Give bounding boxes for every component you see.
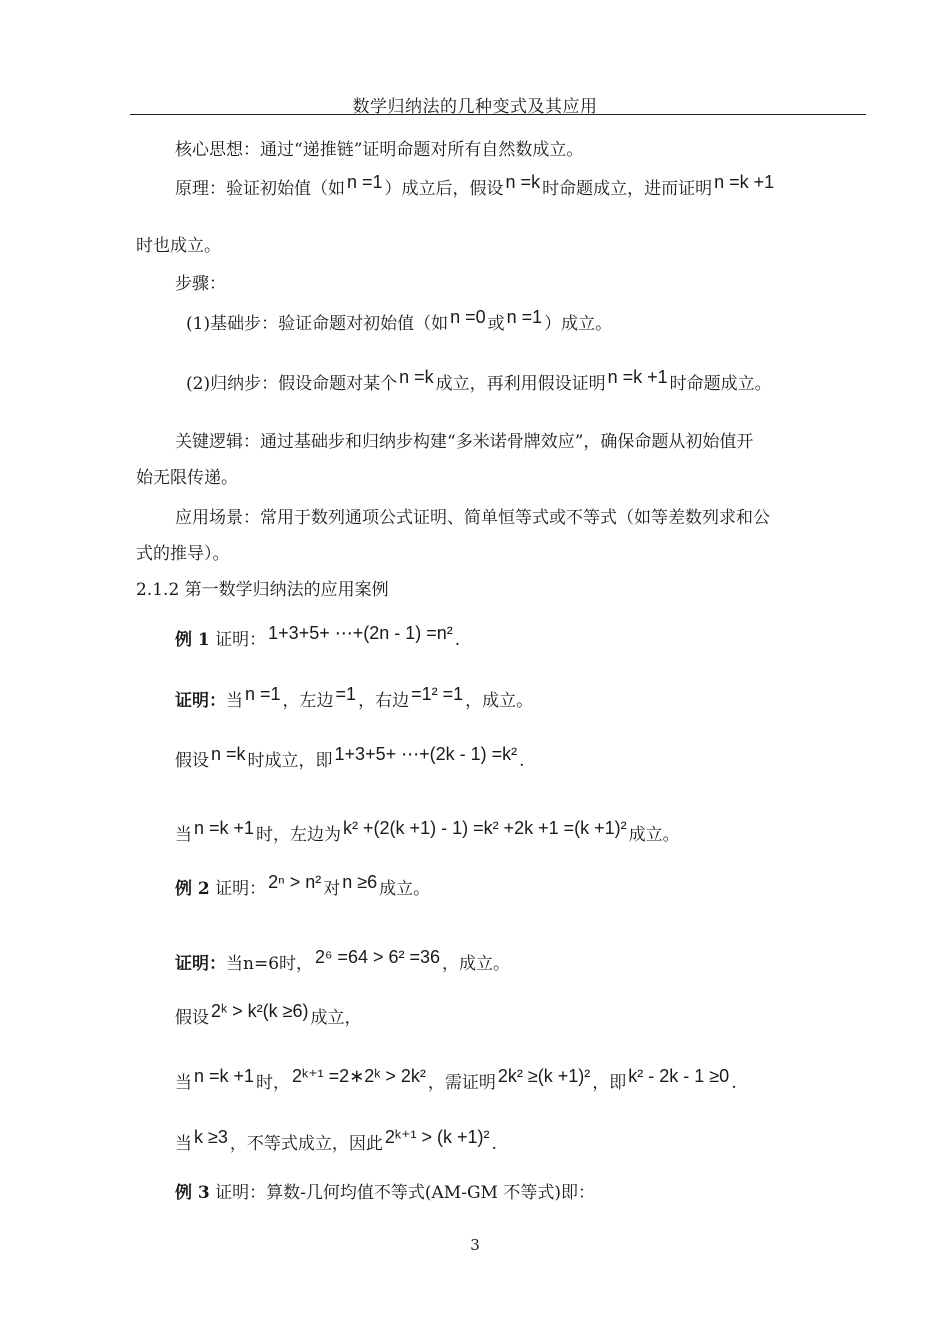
math-formula: n =1: [506, 307, 543, 327]
math-formula: k² +(2(k +1) - 1) =k² +2k +1 =(k +1)²: [343, 818, 627, 838]
text: 成立。: [379, 879, 431, 899]
text: 当: [175, 825, 192, 845]
example-label: 例 2: [175, 879, 210, 899]
text: 假设: [175, 1008, 209, 1028]
paragraph-scenario-2: 式的推导）。: [136, 544, 230, 564]
text: .: [731, 1073, 737, 1093]
example-label: 例 1: [175, 630, 210, 650]
math-formula: n =k: [211, 744, 246, 764]
math-formula: 2ᵏ⁺¹ =2∗2ᵏ > 2k²: [292, 1066, 426, 1086]
section-heading: 2.1.2 第一数学归纳法的应用案例: [136, 580, 389, 600]
math-formula: n =k +1: [714, 172, 775, 192]
paragraph-key-logic-2: 始无限传递。: [136, 468, 238, 488]
math-formula: 1+3+5+ ⋯+(2k - 1) =k²: [334, 744, 518, 764]
math-formula: 2ⁿ > n²: [268, 872, 322, 892]
page-header-title: 数学归纳法的几种变式及其应用: [352, 97, 598, 117]
text: .: [454, 630, 461, 650]
text: 时成立，即: [247, 751, 333, 771]
text: 时，: [256, 1073, 291, 1093]
example-2-statement: [175, 872, 431, 901]
proof-label: 证明：: [175, 954, 226, 974]
text: 时，左边为: [256, 825, 342, 845]
math-formula: k ≥3: [194, 1127, 228, 1147]
example-2-assume: [175, 1001, 362, 1030]
example-3-statement: [175, 1181, 595, 1205]
math-formula: n =1: [245, 684, 281, 704]
math-formula: 2ᵏ⁺¹ > (k +1)²: [384, 1127, 490, 1147]
example-label: 例 3: [175, 1183, 210, 1203]
text: ，左边: [282, 691, 334, 711]
math-formula: n =k: [399, 367, 434, 387]
text: 成立，: [310, 1008, 362, 1028]
text: 当: [226, 691, 243, 711]
math-formula: n =k +1: [607, 367, 668, 387]
text: .: [519, 751, 525, 771]
step-2: [186, 367, 772, 396]
math-formula: 2k² ≥(k +1)²: [497, 1066, 591, 1086]
text: 成立。: [628, 825, 680, 845]
math-formula: n =k: [505, 172, 541, 192]
text: ，成立。: [465, 691, 534, 711]
page-header-rule: [130, 114, 866, 115]
math-formula: n ≥6: [342, 872, 378, 892]
text: 假设: [175, 751, 209, 771]
example-2-proof-base: [175, 947, 511, 976]
math-formula: 1+3+5+ ⋯+(2n - 1) =n²: [268, 623, 453, 643]
text: ，需证明: [427, 1073, 496, 1093]
example-2-step: [175, 1066, 737, 1095]
math-formula: 2ᵏ > k²(k ≥6): [211, 1001, 309, 1021]
text: 证明：: [215, 879, 267, 899]
text: 当: [175, 1134, 192, 1154]
text: ，即: [592, 1073, 627, 1093]
math-formula: =1² =1: [411, 684, 464, 704]
math-formula: n =0: [450, 307, 486, 327]
paragraph-core-idea: 核心思想：通过“递推链”证明命题对所有自然数成立。: [175, 140, 584, 160]
example-1-proof-base: [175, 684, 534, 713]
proof-label: 证明：: [175, 691, 226, 711]
text: ，不等式成立，因此: [229, 1134, 383, 1154]
steps-title: 步骤：: [175, 274, 226, 294]
step-1: [186, 307, 613, 336]
text: 证明：算数-几何均值不等式(AM-GM 不等式)即：: [215, 1183, 595, 1203]
example-1-step: [175, 818, 680, 847]
page-number: 3: [470, 1236, 480, 1254]
math-formula: n =1: [347, 172, 383, 192]
math-formula: k² - 2k - 1 ≥0: [628, 1066, 730, 1086]
math-formula: 2⁶ =64 > 6² =36: [315, 947, 441, 967]
example-1-statement: [175, 623, 461, 652]
paragraph-key-logic-1: 关键逻辑：通过基础步和归纳步构建“多米诺骨牌效应”，确保命题从初始值开: [175, 432, 754, 452]
paragraph-principle-cont: 时也成立。: [136, 236, 221, 256]
text: ）成立后，假设: [384, 179, 504, 199]
text: 证明：: [215, 630, 267, 650]
paragraph-scenario-1: 应用场景：常用于数列通项公式证明、简单恒等式或不等式（如等差数列求和公: [175, 508, 770, 528]
text: ，成立。: [442, 954, 511, 974]
text: 或: [487, 314, 505, 334]
text: (2)归纳步：假设命题对某个: [186, 374, 398, 394]
text: 时命题成立。: [669, 374, 772, 394]
text: (1)基础步：验证命题对初始值（如: [186, 314, 449, 334]
math-formula: n =k +1: [194, 1066, 255, 1086]
text: 成立，再利用假设证明: [435, 374, 606, 394]
text: 当n=6时，: [226, 954, 314, 974]
example-1-assume: [175, 744, 525, 773]
text: 原理：验证初始值（如: [175, 179, 345, 199]
text: 时命题成立，进而证明: [542, 179, 713, 199]
text: 对: [323, 879, 341, 899]
math-formula: n =k +1: [194, 818, 255, 838]
text: 当: [175, 1073, 192, 1093]
text: ，右边: [358, 691, 410, 711]
text: .: [491, 1134, 497, 1154]
text: ）成立。: [544, 314, 613, 334]
paragraph-principle: [175, 172, 776, 201]
math-formula: =1: [335, 684, 357, 704]
example-2-conclusion: [175, 1127, 497, 1156]
